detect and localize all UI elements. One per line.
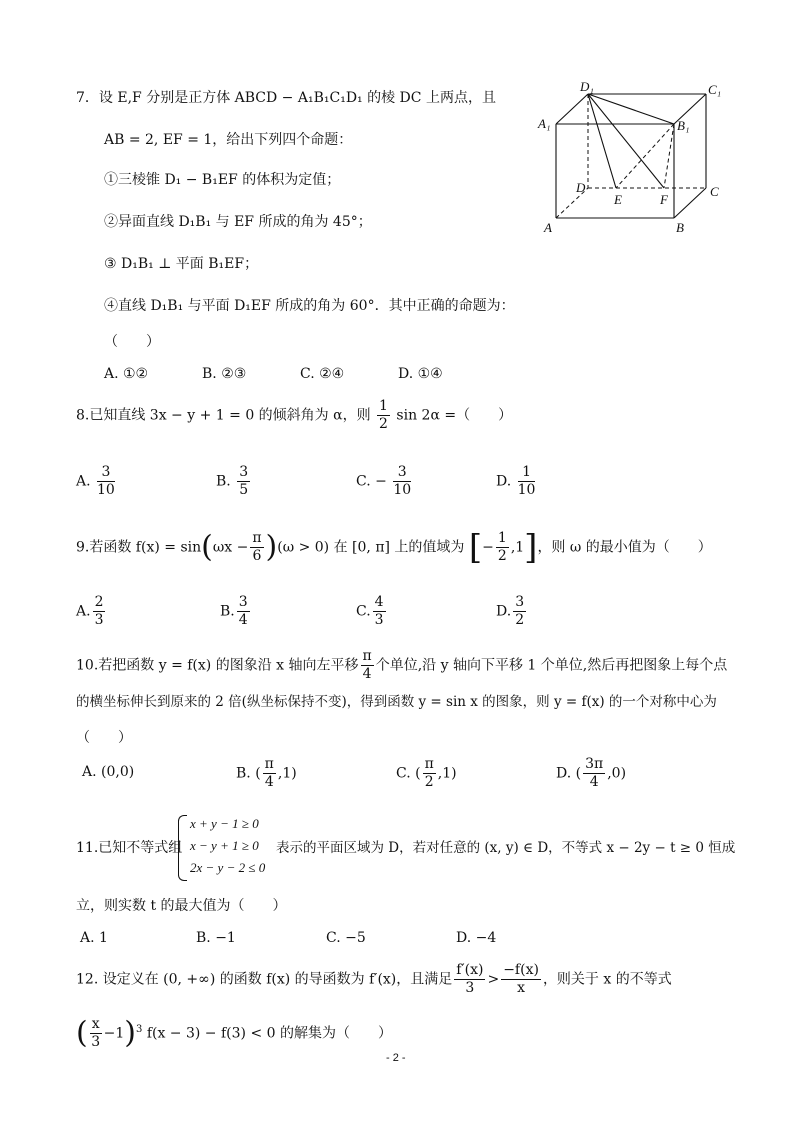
q8-option-c: C. − $\frac{3}{10}$ [356, 464, 412, 498]
q11-tail: 表示的平面区域为 D，若对任意的 (x, y) ∈ D，不等式 x − 2y − t ≥ 0 恒成 [276, 840, 736, 856]
q12-line-1: 12. 设定义在 (0, +∞) 的函数 f(x) 的导函数为 f′(x)，且满足 $\frac{f'(x)}{3}$ > $\frac{-f(x)}{x}$ ，则关于 x 的不等式 [76, 962, 672, 996]
label-d: D [576, 180, 586, 195]
q7-option-c: C. ②④ [300, 366, 345, 382]
q10-option-b: B. ( $\frac{\pi}{4}$ ,1) [236, 756, 297, 790]
q11-lead: 11.已知不等式组 [76, 840, 183, 856]
q12-line-2: ( $\frac{x}{3}$ −1)$^3$ f(x − 3) − f(3) < 0 的解集为（ ） [76, 1015, 392, 1051]
q9-option-c: C. $\frac{4}{3}$ [356, 594, 384, 628]
label-b1: B₁ [677, 118, 690, 133]
q8-stem [76, 398, 512, 433]
label-b: B [676, 220, 684, 235]
q7-stem: 7．设 E,F 分别是正方体 ABCD − A₁B₁C₁D₁ 的棱 DC 上两点，且 [76, 90, 496, 106]
label-a1: A₁ [538, 116, 551, 131]
q7-proposition-4: ④直线 D₁B₁ 与平面 D₁EF 所成的角为 60°．其中正确的命题为： [104, 298, 515, 314]
q8-option-d: D. $\frac{1}{10}$ [496, 464, 536, 498]
q7-proposition-1: ①三棱锥 D₁ − B₁EF 的体积为定值； [104, 172, 341, 188]
q10-line-2: 的横坐标伸长到原来的 2 倍(纵坐标保持不变)，得到函数 y = sin x 的图象，则 y = f(x) 的一个对称中心为 [76, 694, 717, 710]
q9-option-a: A. $\frac{2}{3}$ [76, 594, 104, 628]
q8-stem-a: 8.已知直线 3x − y + 1 = 0 的倾斜角为 α，则 [76, 407, 371, 424]
page-number: - 2 - [386, 1052, 406, 1064]
label-a: A [544, 220, 552, 235]
q7-proposition-3: ③ D₁B₁ ⊥ 平面 B₁EF； [104, 256, 259, 272]
q8-half-fraction: $\frac{1}{2}$ [379, 398, 388, 432]
q10-option-d: D. ( $\frac{3\pi}{4}$ ,0) [556, 756, 627, 790]
q7-option-a: A. ①② [104, 366, 149, 382]
q7-given: AB = 2, EF = 1，给出下列四个命题： [104, 132, 353, 148]
q9-option-d: D. $\frac{3}{2}$ [496, 594, 525, 628]
q7-option-b: B. ②③ [202, 366, 247, 382]
q9-option-b: B. $\frac{3}{4}$ [220, 594, 248, 628]
q11-option-d: D. −4 [456, 930, 497, 946]
q7-proposition-2: ②异面直线 D₁B₁ 与 EF 所成的角为 45°； [104, 214, 372, 230]
label-c1: C₁ [708, 82, 722, 97]
q11-inequality-1: x + y − 1 ≥ 0 [190, 816, 259, 831]
q10-option-a: A. (0,0) [82, 764, 135, 780]
q8-stem-b: sin 2α =（ ） [396, 407, 513, 424]
q8-option-a: A. $\frac{3}{10}$ [76, 464, 115, 498]
label-c: C [710, 184, 719, 199]
cube-figure [536, 78, 726, 238]
q11-inequality-3: 2x − y − 2 ≤ 0 [190, 860, 266, 875]
q11-inequality-2: x − y + 1 ≥ 0 [190, 838, 259, 853]
q8-option-b: B. $\frac{3}{5}$ [216, 464, 249, 498]
q11-system-brace [178, 815, 187, 881]
q11-option-a: A. 1 [80, 930, 108, 946]
q9-stem: 9.若函数 f(x) = sin(ωx − $\frac{\pi}{6}$ )(ω > 0) 在 [0, π] 上的值域为 [− $\frac{1}{2}$ ,1]，则 ω 的最小值为（ ） [76, 527, 712, 568]
q7-answer-paren: （ ） [104, 334, 160, 350]
label-f: F [660, 192, 668, 207]
label-d1: D₁ [580, 79, 594, 94]
q11-line-2: 立，则实数 t 的最大值为（ ） [76, 898, 287, 914]
q10-line-1: 10.若把函数 y = f(x) 的图象沿 x 轴向左平移 $\frac{\pi}{4}$ 个单位,沿 y 轴向下平移 1 个单位,然后再把图象上每个点 [76, 648, 728, 682]
q10-answer-paren: （ ） [76, 730, 132, 746]
label-e: E [614, 192, 622, 207]
q11-option-c: C. −5 [326, 930, 366, 946]
q11-option-b: B. −1 [196, 930, 236, 946]
q7-option-d: D. ①④ [398, 366, 443, 382]
q10-option-c: C. ( $\frac{\pi}{2}$ ,1) [396, 756, 457, 790]
